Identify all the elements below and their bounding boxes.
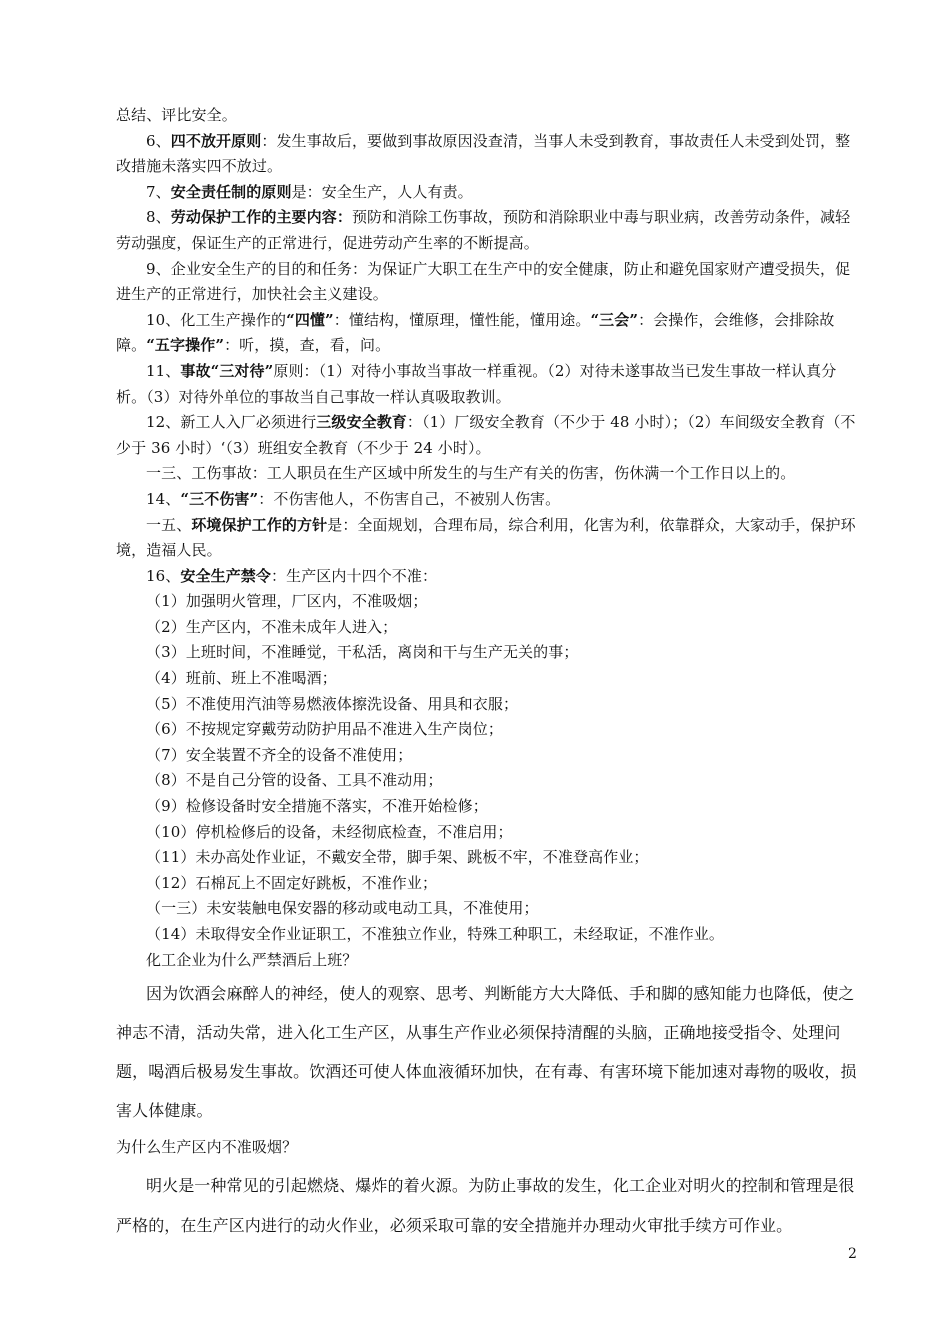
list-item: （10）停机检修后的设备，未经彻底检查，不准启用； (146, 822, 513, 841)
question-2-title: 为什么生产区内不准吸烟？ (116, 1138, 298, 1157)
list-item: （6）不按规定穿戴劳动防护用品不准进入生产岗位； (146, 720, 503, 739)
paragraph-7-responsibility (116, 180, 864, 206)
bold-term: 环境保护工作的方针 (191, 515, 328, 534)
item-number: 11、 (146, 361, 181, 380)
bold-term: “三不伤害” (180, 489, 259, 508)
bold-term: 四不放开原则 (170, 131, 262, 150)
item-text: 预防和消除工伤事故，预防和消除职业中毒与职业病，改善劳动条件，减轻劳动强度，保证生产的正常进行，促进劳动产生率的不断提高。 (116, 208, 851, 252)
list-item: （11）未办高处作业证，不戴安全带，脚手架、跳板不牢，不准登高作业； (146, 848, 649, 867)
bold-term: 安全责任制的原则 (170, 182, 292, 201)
item-number: 16、 (146, 566, 181, 585)
item-text: 10、化工生产操作的 (146, 310, 287, 329)
item-text: 是：全面规划，合理布局，综合利用，化害为利，依靠群众，大家动手，保护环境，造福人民。 (116, 515, 856, 560)
item-text: 12、新工人入厂必须进行 (146, 413, 317, 432)
list-item: （8）不是自己分管的设备、工具不准动用； (146, 771, 443, 790)
list-item: （12）石棉瓦上不固定好跳板，不准作业； (146, 873, 438, 892)
paragraph-8-labor-protection (116, 205, 864, 256)
paragraph-12-three-level-education (116, 410, 864, 461)
item-text: ：听，摸，查，看，问。 (224, 336, 391, 355)
item-text: 原则：（1）对待小事故当事故一样重视。（2）对待未遂事故当已发生事故一样认真分析。（3）对待外单位的事故当自己事故一样认真吸取教训。 (116, 361, 837, 406)
bold-term: 三级安全教育 (316, 413, 407, 432)
item-text: ：发生事故后，要做到事故原因没查清，当事人未受到教育，事故责任人未受到处罚，整改措施未落实四不放过。 (116, 131, 851, 176)
document-body (116, 103, 864, 1246)
list-item: （7）安全装置不齐全的设备不准使用； (146, 745, 413, 764)
list-item: （14）未取得安全作业证职工，不准独立作业，特殊工种职工，未经取证，不准作业。 (146, 925, 724, 943)
item-text: ：懂结构，懂原理，懂性能，懂用途。 (333, 310, 591, 329)
paragraph-9-safety-purpose: 9、企业安全生产的目的和任务：为保证广大职工在生产中的安全健康，防止和避免国家财产遭受损失，促进生产的正常进行，加快社会主义建设。 (116, 259, 851, 304)
bold-term: 事故“三对待” (180, 361, 274, 380)
paragraph-0: 总结、评比安全。 (116, 106, 237, 124)
question-1-title: 化工企业为什么严禁酒后上班？ (146, 950, 358, 969)
list-item: （9）检修设备时安全措施不落实，不准开始检修； (146, 797, 488, 816)
item-text: ：不伤害他人，不伤害自己，不被别人伤害。 (258, 489, 561, 508)
item-text: ：生产区内十四个不准： (271, 566, 438, 585)
paragraph-10-operations (116, 308, 864, 359)
list-item: （2）生产区内，不准未成年人进入； (146, 617, 398, 636)
bold-term: 安全生产禁令 (180, 566, 271, 585)
bold-term: “五字操作” (146, 336, 225, 355)
item-text: ：会操作，会维修，会排除故障。 (116, 310, 835, 355)
bold-term: “四懂” (286, 310, 334, 329)
question-1-answer: 因为饮酒会麻醉人的神经，使人的观察、思考、判断能方大大降低、手和脚的感知能力也降低，使之神志不清，活动失常，进入化工生产区，从事生产作业必须保持清醒的头脑，正确地接受指令、处理问题，喝酒后极易发生事故。饮酒还可使人体血液循环加快，在有毒、有害环境下能加速对毒物的吸收，损害人体健康。 (116, 984, 857, 1121)
paragraph-11-three-treatments (116, 359, 864, 410)
question-2-answer: 明火是一种常见的引起燃烧、爆炸的着火源。为防止事故的发生，化工企业对明火的控制和管理是很严格的，在生产区内进行的动火作业，必须采取可靠的安全措施并办理动火审批手续方可作业。 (116, 1176, 855, 1236)
paragraph-16-prohibitions (116, 564, 864, 590)
list-item: （3）上班时间，不准睡觉，干私活，离岗和干与生产无关的事； (146, 643, 579, 662)
list-item: （4）班前、班上不准喝酒； (146, 669, 337, 688)
item-number: 一五、 (146, 515, 192, 534)
bold-term: 劳动保护工作的主要内容： (170, 208, 352, 227)
prohibition-list (116, 589, 864, 947)
item-number: 6、 (146, 131, 171, 150)
list-item: （一三）未安装触电保安器的移动或电动工具，不准使用； (146, 899, 539, 918)
item-text: ：（1）厂级安全教育（不少于 48 小时）；（2）车间级安全教育（不少于 36 小时）‘（3）班组安全教育（不少于 24 小时）。 (116, 413, 856, 457)
paragraph-14-three-no-harm (116, 487, 864, 513)
item-number: 8、 (146, 208, 171, 227)
bold-term: “三会” (590, 310, 639, 329)
list-item: （5）不准使用汽油等易燃液体擦洗设备、用具和衣服； (146, 694, 519, 713)
item-number: 7、 (146, 182, 171, 201)
page-number: 2 (848, 1246, 857, 1262)
list-item: （1）加强明火管理，厂区内，不准吸烟； (146, 592, 428, 611)
item-text: 是：安全生产，人人有责。 (291, 182, 473, 201)
paragraph-6-four-principles (116, 129, 864, 180)
paragraph-13-work-injury: 一三、工伤事故：工人职员在生产区域中所发生的与生产有关的伤害，伤休满一个工作日以上的。 (146, 464, 796, 483)
paragraph-15-environment (116, 513, 864, 564)
item-number: 14、 (146, 489, 181, 508)
